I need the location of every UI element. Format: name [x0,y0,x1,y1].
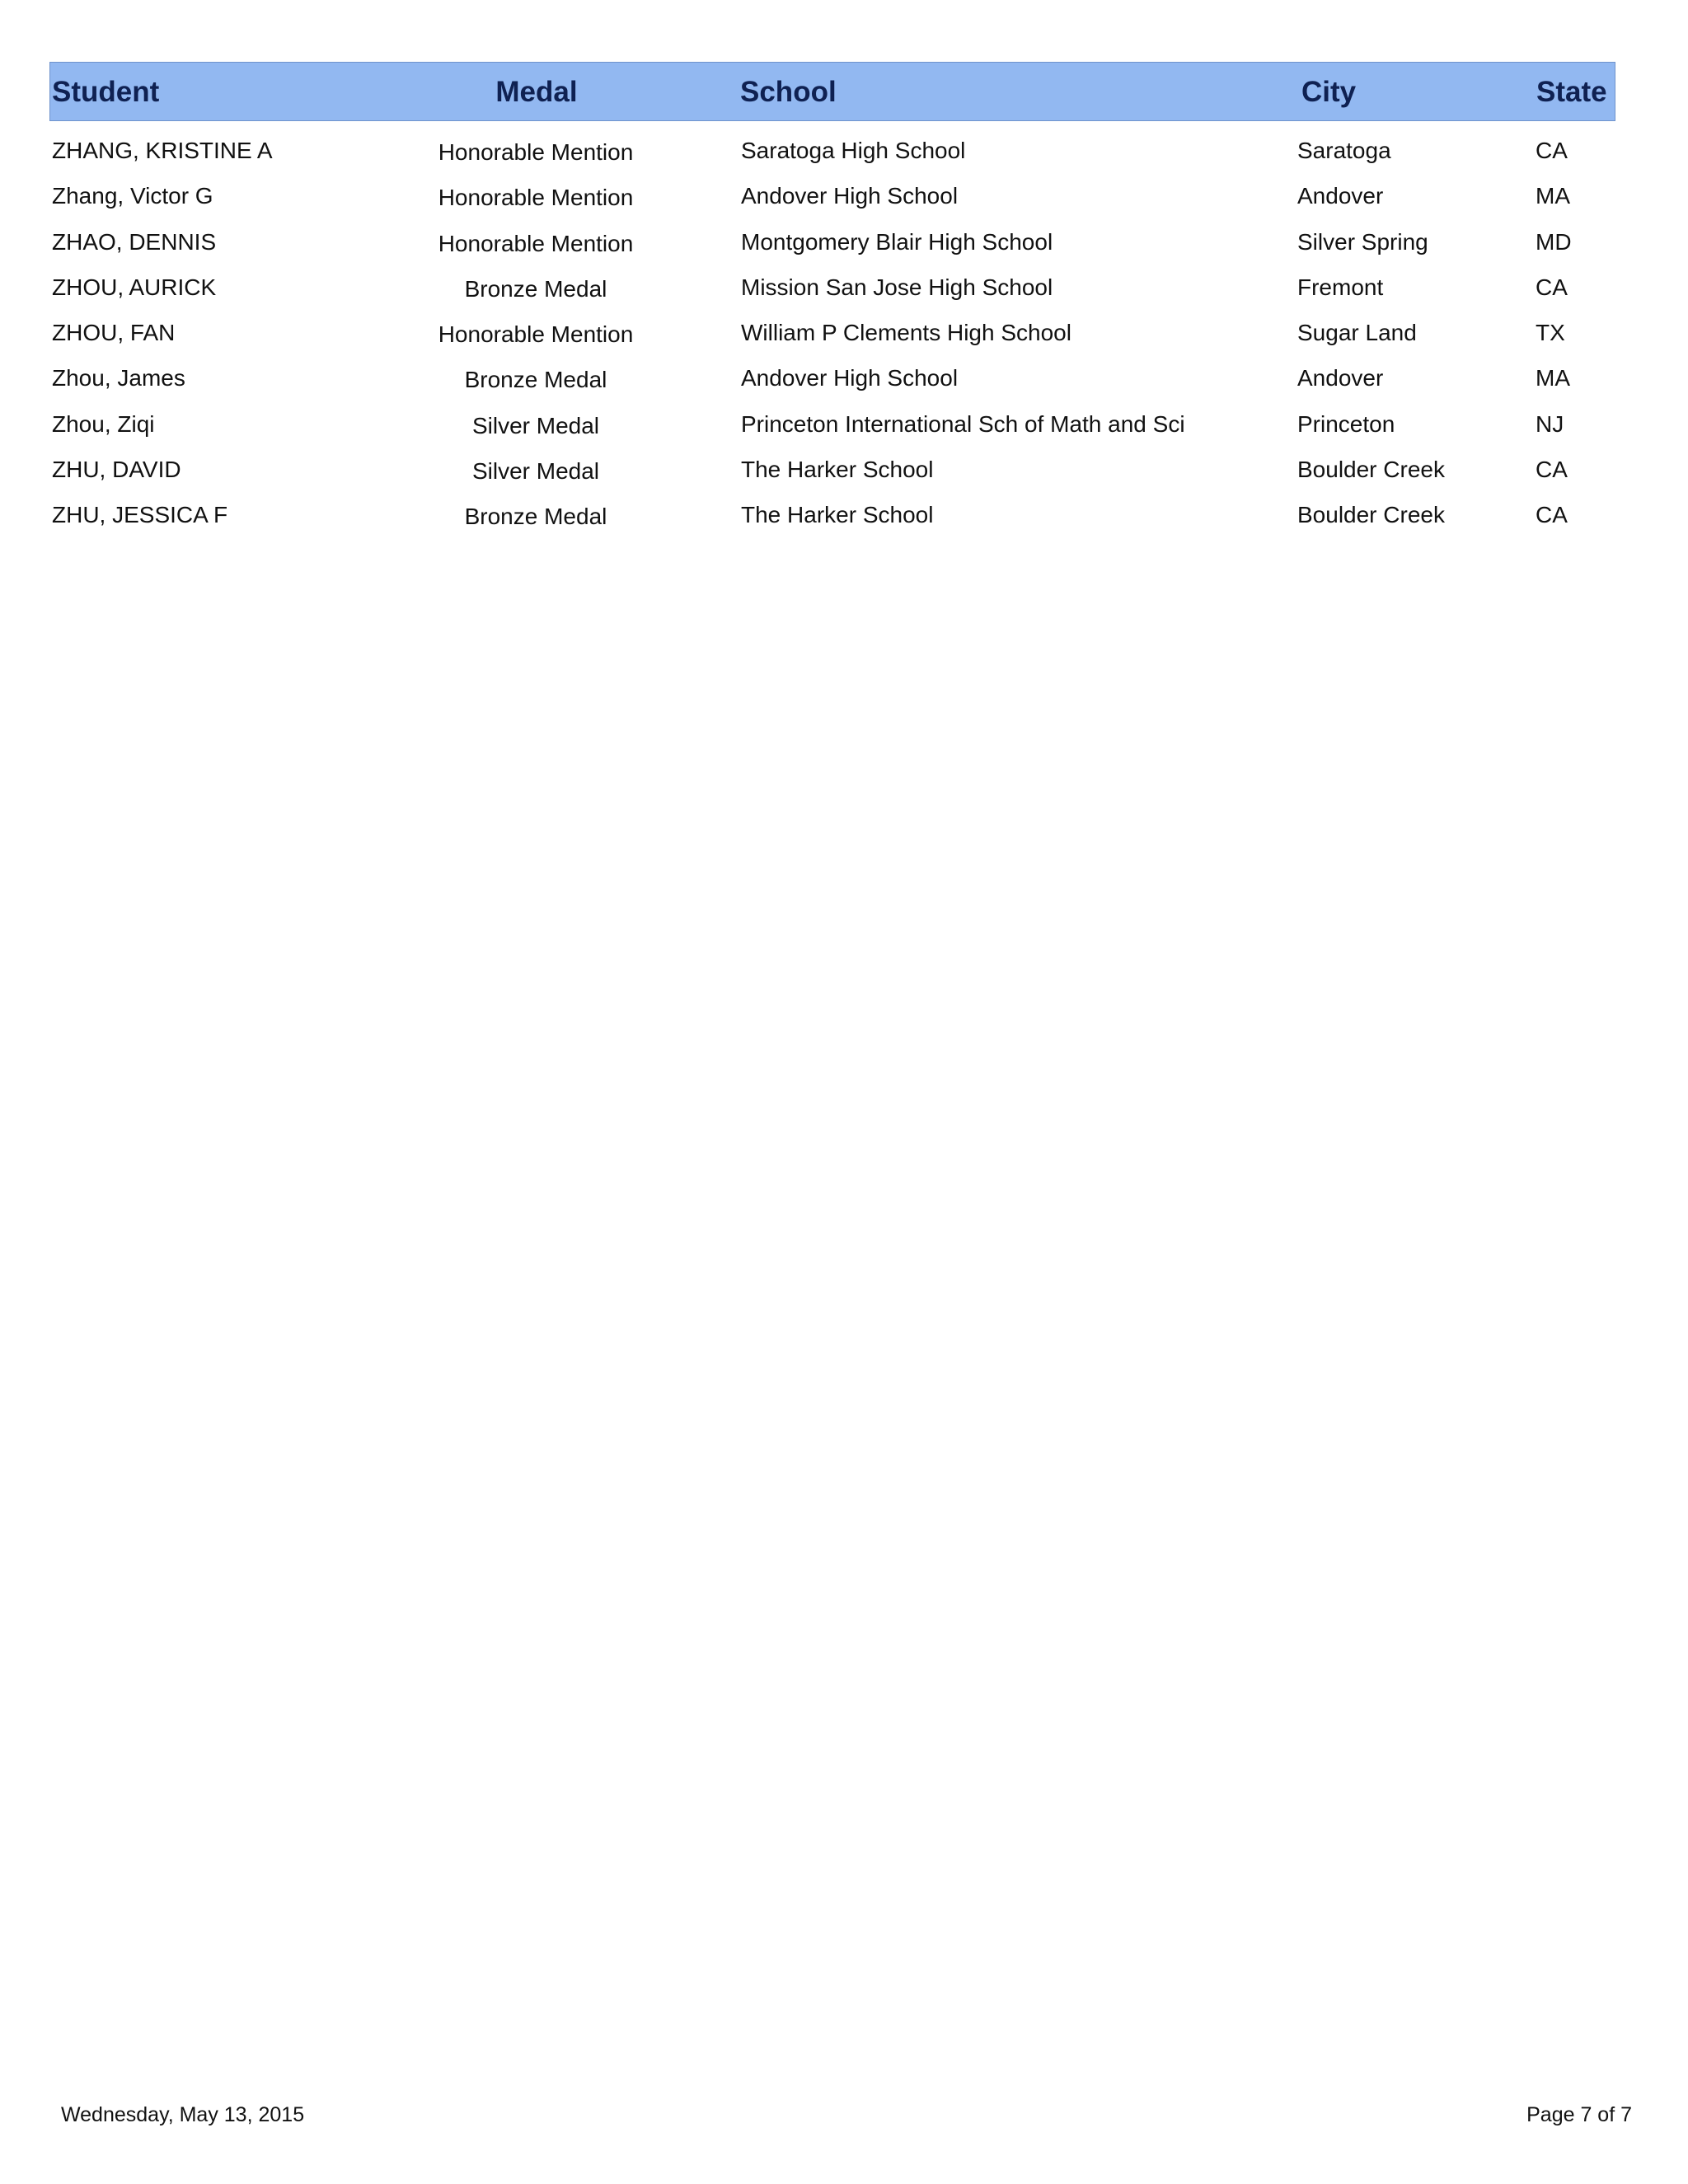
cell-student: ZHOU, FAN [52,320,176,346]
cell-medal: Honorable Mention [438,139,634,165]
cell-medal: Honorable Mention [438,185,634,211]
cell-medal: Silver Medal [471,458,600,485]
cell-school: Montgomery Blair High School [741,228,1053,255]
table-row [49,265,1615,310]
cell-city: Boulder Creek [1297,457,1445,483]
cell-city: Saratoga [1297,138,1391,163]
cell-state: MA [1536,365,1570,391]
cell-city: Andover [1297,183,1384,209]
cell-city: Boulder Creek [1297,502,1445,528]
cell-school: The Harker School [741,457,934,483]
cell-medal: Silver Medal [471,412,600,438]
cell-state: CA [1536,138,1568,163]
cell-medal: Bronze Medal [464,367,607,393]
table-row [49,492,1615,537]
cell-school: Princeton International Sch of Math and Sci [741,410,1185,437]
cell-state: TX [1536,320,1565,346]
cell-medal: Bronze Medal [464,504,607,530]
header-state: State [1536,76,1607,108]
cell-student: Zhou, James [52,365,185,391]
cell-student: ZHU, JESSICA F [52,502,228,528]
table-row [49,447,1615,492]
cell-medal: Honorable Mention [438,321,634,348]
table-body [49,128,1615,538]
cell-student: Zhou, Ziqi [52,410,155,437]
cell-student: Zhang, Victor G [52,183,213,209]
table-row [49,219,1615,265]
cell-city: Andover [1297,365,1384,391]
header-school: School [740,76,837,108]
cell-student: ZHU, DAVID [52,457,181,483]
cell-school: Saratoga High School [741,138,966,163]
cell-student: ZHOU, AURICK [52,274,217,300]
cell-school: Andover High School [741,365,959,391]
footer-date: Wednesday, May 13, 2015 [61,2103,305,2126]
table-row [49,173,1615,218]
cell-city: Fremont [1297,274,1384,300]
cell-state: MD [1536,228,1572,255]
header-medal: Medal [495,76,578,108]
cell-medal: Honorable Mention [438,230,634,256]
table-row [49,401,1615,447]
cell-school: The Harker School [741,502,934,528]
header-student: Student [52,76,160,108]
cell-city: Sugar Land [1297,320,1417,346]
footer-page-number: Page 7 of 7 [1526,2103,1632,2126]
cell-state: MA [1536,183,1570,209]
cell-city: Silver Spring [1297,228,1428,255]
cell-student: ZHANG, KRISTINE A [52,138,273,163]
cell-state: NJ [1536,410,1564,437]
cell-student: ZHAO, DENNIS [52,228,217,255]
results-table [49,62,1615,538]
cell-state: CA [1536,274,1568,300]
cell-school: Andover High School [741,183,959,209]
header-city: City [1301,76,1357,108]
table-row [49,355,1615,401]
cell-city: Princeton [1297,410,1395,437]
table-row [49,128,1615,173]
cell-medal: Bronze Medal [464,275,607,302]
cell-school: Mission San Jose High School [741,274,1053,300]
table-header [49,62,1615,121]
cell-state: CA [1536,457,1568,483]
cell-state: CA [1536,502,1568,528]
table-row [49,310,1615,355]
cell-school: William P Clements High School [741,320,1071,346]
